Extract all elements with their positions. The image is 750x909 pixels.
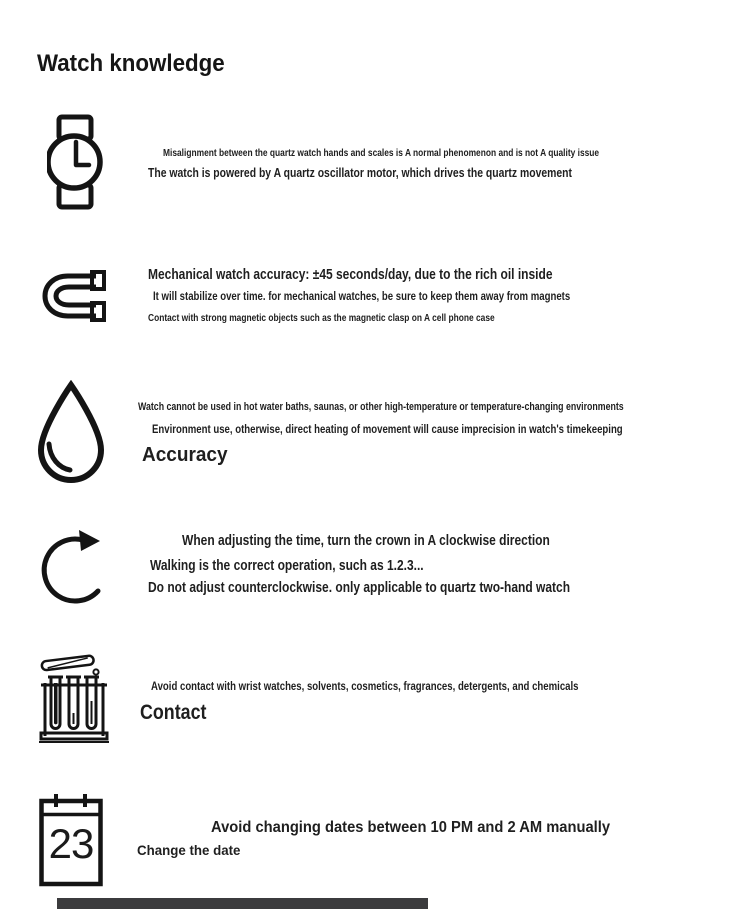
- magnet-line-1: Mechanical watch accuracy: ±45 seconds/day, due to the rich oil inside: [148, 266, 553, 283]
- contact-line-1: Avoid contact with wrist watches, solvents, cosmetics, fragrances, detergents, and chemicals: [151, 679, 579, 693]
- test-tubes-icon: [39, 649, 109, 744]
- change-date-line-1: Avoid changing dates between 10 PM and 2 AM manually: [211, 819, 611, 836]
- bottom-separator-bar: [57, 898, 428, 909]
- water-drop-icon: [34, 380, 108, 484]
- contact-heading: Contact: [140, 701, 207, 724]
- adjust-line-1: When adjusting the time, turn the crown in A clockwise direction: [182, 532, 550, 549]
- adjust-line-2: Walking is the correct operation, such as 1.2.3...: [150, 557, 424, 574]
- page-title: Watch knowledge: [37, 50, 225, 78]
- adjust-line-3: Do not adjust counterclockwise. only applicable to quartz two-hand watch: [148, 579, 571, 596]
- quartz-main-line: The watch is powered by A quartz oscillator motor, which drives the quartz movement: [148, 165, 572, 180]
- accuracy-line-2: Environment use, otherwise, direct heating of movement will cause imprecision in watch's timekeeping: [152, 422, 623, 436]
- magnet-line-3: Contact with strong magnetic objects such as the magnetic clasp on A cell phone case: [148, 312, 495, 324]
- clockwise-arrow-icon: [39, 527, 109, 613]
- magnet-icon: [40, 267, 108, 325]
- accuracy-line-1: Watch cannot be used in hot water baths, saunas, or other high-temperature or temperature-changing environments: [138, 401, 624, 413]
- change-date-heading: Change the date: [137, 842, 241, 858]
- calendar-icon: [39, 792, 103, 888]
- calendar-day-number: 23: [48, 820, 94, 867]
- accuracy-heading: Accuracy: [142, 444, 228, 466]
- watch-icon: [47, 114, 103, 210]
- quartz-note-line: Misalignment between the quartz watch hands and scales is A normal phenomenon and is not A quality issue: [163, 147, 600, 159]
- magnet-line-2: It will stabilize over time. for mechanical watches, be sure to keep them away from magnets: [153, 289, 571, 303]
